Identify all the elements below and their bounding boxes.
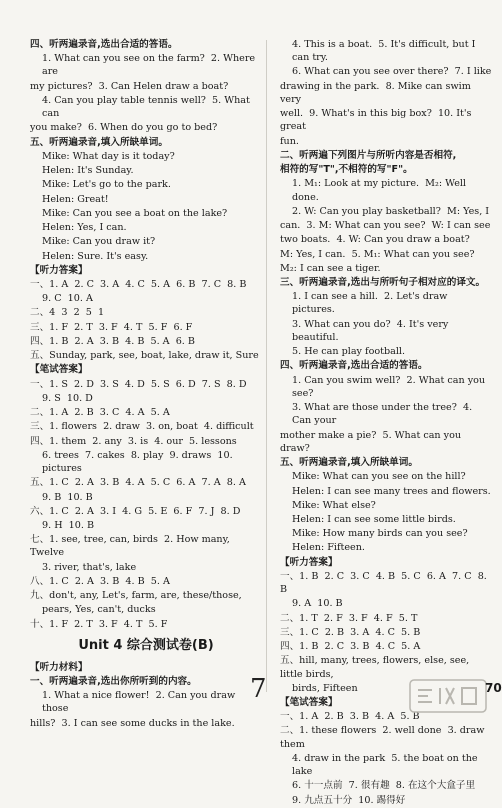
text-line: 3. What are those under the tree? 4. Can your <box>292 402 476 427</box>
text-line: 9. H 10. B <box>42 519 95 531</box>
text-line: fun. <box>280 135 299 147</box>
text-line: M: Yes, I can. 5. M₁: What can you see? <box>280 248 475 260</box>
text-line: 1. What can you see on the farm? 2. Where are <box>42 53 259 78</box>
text-line: Helen: Fifteen. <box>292 542 365 554</box>
text-line: Mike: Let's go to the park. <box>42 179 171 191</box>
text-line: 四、1. them 2. any 3. is 4. our 5. lessons <box>30 435 237 447</box>
text-line: 三、1. F 2. T 3. F 4. T 5. F 6. F <box>30 321 193 333</box>
text-line: 3. river, that's, lake <box>42 561 137 573</box>
page-number: 70 <box>485 681 502 695</box>
text-line: 1. I can see a hill. 2. Let's draw pictures. <box>292 291 451 316</box>
text-line: 9. A 10. B <box>292 598 343 610</box>
text-line: 八、1. C 2. A 3. B 4. B 5. A <box>30 575 170 587</box>
text-line: 一、1. A 2. C 3. A 4. C 5. A 6. B 7. C 8. B <box>30 278 247 290</box>
text-line: mother make a pie? 5. What can you draw? <box>280 429 465 454</box>
text-line: 四、1. B 2. A 3. B 4. B 5. A 6. B <box>30 335 195 347</box>
section-title: Unit 4 综合测试卷(B) <box>78 637 214 653</box>
text-line: Mike: How many birds can you see? <box>292 528 468 540</box>
text-line: 十、1. F 2. T 3. F 4. T 5. F <box>30 618 168 630</box>
text-line: 9. C 10. A <box>42 293 93 305</box>
text-line: 3. What can you do? 4. It's very beautiful. <box>292 318 452 343</box>
section-heading: 相符的写"T",不相符的写"F"。 <box>280 164 413 176</box>
text-line: 9. 九点五十分 10. 踢得好 <box>292 794 406 806</box>
left-column <box>30 38 262 731</box>
text-line: 二、1. A 2. B 3. C 4. A 5. A <box>30 407 170 419</box>
text-line: drawing in the park. 8. Mike can swim very <box>280 80 474 105</box>
text-line: 9. S 10. D <box>42 392 93 404</box>
text-line: 一、1. B 2. C 3. C 4. B 5. C 6. A 7. C 8. B <box>280 570 490 596</box>
text-line: 1. Can you swim well? 2. What can you see? <box>292 374 489 399</box>
text-line: 6. What can you see over there? 7. I like <box>292 66 492 78</box>
text-line: 1. What a nice flower! 2. Can you draw those <box>42 690 239 715</box>
text-line: birds, Fifteen <box>292 682 358 694</box>
text-line: 三、1. C 2. B 3. A 4. C 5. B <box>280 626 421 638</box>
text-line: Helen: Yes, I can. <box>42 222 127 234</box>
text-line: 2. W: Can you play basketball? M: Yes, I <box>292 205 490 217</box>
text-line: 二、1. these flowers 2. well done 3. draw them <box>280 725 488 750</box>
text-line: 五、1. C 2. A 3. B 4. A 5. C 6. A 7. A 8. A <box>30 477 246 489</box>
text-line: you make? 6. When do you go to bed? <box>30 122 218 134</box>
text-line: pears, Yes, can't, ducks <box>42 604 156 616</box>
text-line: 四、1. B 2. C 3. B 4. C 5. A <box>280 641 421 653</box>
text-line: 4. draw in the park 5. the boat on the lake <box>292 752 481 778</box>
text-line: 6. 十一点前 7. 很有趣 8. 在这个大盒子里 <box>292 780 476 792</box>
text-line: Helen: I can see some little birds. <box>292 513 456 525</box>
section-heading: 【笔试答案】 <box>30 364 88 376</box>
section-heading: 【笔试答案】 <box>280 697 338 709</box>
text-line: 五、Sunday, park, see, boat, lake, draw it, Sure <box>30 350 259 362</box>
text-line: 5. He can play football. <box>292 346 406 358</box>
text-line: can. 3. M: What can you see? W: I can see <box>280 220 491 232</box>
text-line: two boats. 4. W: Can you draw a boat? <box>280 234 470 246</box>
text-line: Mike: What can you see on the hill? <box>292 471 466 483</box>
text-line: 九、don't, any, Let's, farm, are, these/those, <box>30 590 242 602</box>
column-divider <box>266 40 267 692</box>
text-line: 9. B 10. B <box>42 491 93 503</box>
text-line: Helen: I can see many trees and flowers. <box>292 485 491 497</box>
section-heading: 四、听两遍录音,选出合适的答语。 <box>280 360 428 372</box>
text-line: 4. This is a boat. 5. It's difficult, but I can try. <box>292 39 479 64</box>
text-line: 1. M₁: Look at my picture. M₂: Well done. <box>292 178 470 203</box>
text-line: 4. Can you play table tennis well? 5. What can <box>42 94 253 120</box>
text-line: Helen: Great! <box>42 193 109 205</box>
text-line: 二、4 3 2 5 1 <box>30 307 105 319</box>
text-line: Mike: Can you draw it? <box>42 236 156 248</box>
text-line: 一、1. A 2. B 3. B 4. A 5. B <box>280 711 420 723</box>
text-line: my pictures? 3. Can Helen draw a boat? <box>30 80 229 92</box>
text-line: 七、1. see, tree, can, birds 2. How many, Twelve <box>30 534 233 559</box>
section-heading: 一、听两遍录音,选出你所听到的内容。 <box>30 676 197 688</box>
text-line: Mike: What day is it today? <box>42 150 175 162</box>
text-line: Mike: What else? <box>292 499 376 511</box>
section-heading: 【听力答案】 <box>280 556 338 568</box>
section-heading: 五、听两遍录音,填入所缺单词。 <box>30 136 168 148</box>
section-heading: 【听力答案】 <box>30 264 88 276</box>
text-line: 二、1. T 2. F 3. F 4. F 5. T <box>280 612 418 624</box>
section-heading: 三、听两遍录音,选出与所听句子相对应的译文。 <box>280 276 486 288</box>
text-line: 六、1. C 2. A 3. I 4. G 5. E 6. F 7. J 8. D <box>30 505 241 517</box>
section-heading: 二、听两遍下列图片与所听内容是否相符, <box>280 149 457 161</box>
watermark-logo <box>408 676 488 716</box>
text-line: 一、1. S 2. D 3. S 4. D 5. S 6. D 7. S 8. D <box>30 378 247 390</box>
text-line: Mike: Can you see a boat on the lake? <box>42 207 228 219</box>
text-line: hills? 3. I can see some ducks in the lake. <box>30 717 235 729</box>
handwritten-mark: 7 <box>250 674 267 704</box>
text-line: Helen: Sure. It's easy. <box>42 250 149 262</box>
text-line: 三、1. flowers 2. draw 3. on, boat 4. difficult <box>30 421 254 433</box>
text-line: 6. trees 7. cakes 8. play 9. draws 10. pictures <box>42 449 236 475</box>
text-line: Helen: It's Sunday. <box>42 165 134 177</box>
section-heading: 【听力材料】 <box>30 661 88 673</box>
text-line: well. 9. What's in this big box? 10. It's great <box>280 108 475 133</box>
text-line: M₂: I can see a tiger. <box>280 262 381 274</box>
text-line: 五、hill, many, trees, flowers, else, see, little birds, <box>280 655 473 680</box>
section-heading: 五、听两遍录音,填入所缺单词。 <box>280 457 418 469</box>
section-heading: 四、听两遍录音,选出合适的答语。 <box>30 39 178 50</box>
